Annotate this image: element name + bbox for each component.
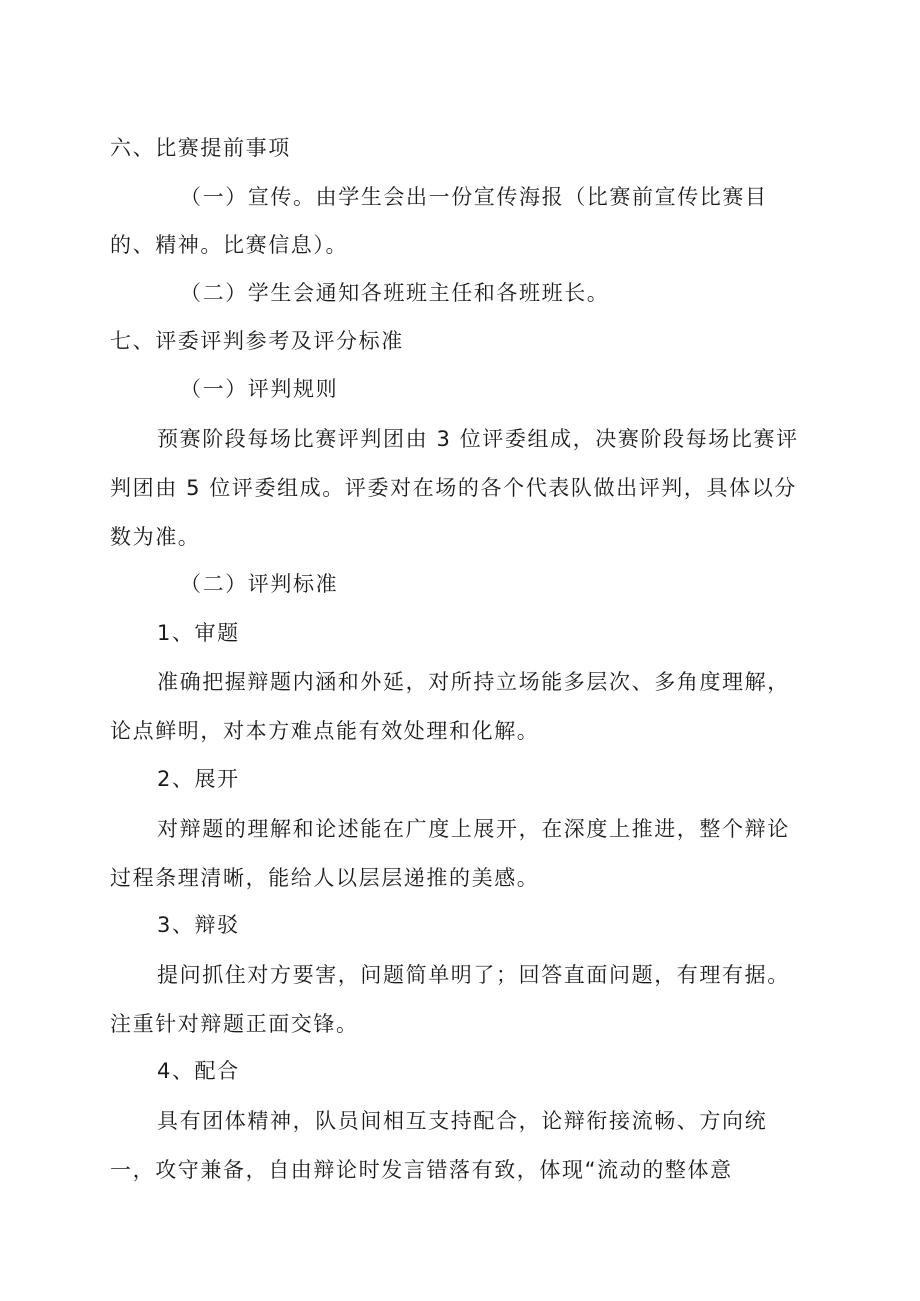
rules-line2: 判团由 5 位评委组成。评委对在场的各个代表队做出评判，具体以分 xyxy=(110,476,797,500)
rules-heading: （一）评判规则 xyxy=(180,377,339,401)
criterion2-line1: 对辩题的理解和论述能在广度上展开，在深度上推进，整个辩论 xyxy=(157,817,790,841)
criterion2-heading: 2、展开 xyxy=(157,767,240,791)
criteria-heading: （二）评判标准 xyxy=(180,572,339,596)
criterion3-line2: 注重针对辩题正面交锋。 xyxy=(110,1012,359,1036)
criterion3-line1: 提问抓住对方要害，问题简单明了；回答直面问题，有理有据。 xyxy=(157,963,790,987)
criterion1-line2: 论点鲜明，对本方难点能有效处理和化解。 xyxy=(110,719,540,743)
criterion3-heading: 3、辩驳 xyxy=(157,913,240,937)
section6-item2: （二）学生会通知各班班主任和各班班长。 xyxy=(180,281,610,305)
rules-line3: 数为准。 xyxy=(110,525,201,549)
section7-heading: 七、评委评判参考及评分标准 xyxy=(110,329,404,353)
rules-line1: 预赛阶段每场比赛评判团由 3 位评委组成，决赛阶段每场比赛评 xyxy=(157,427,799,451)
criterion1-heading: 1、审题 xyxy=(157,621,240,645)
section6-item1-line2: 的、精神。比赛信息）。 xyxy=(110,233,349,257)
criterion4-heading: 4、配合 xyxy=(157,1059,240,1083)
criterion4-line2: 一，攻守兼备，自由辩论时发言错落有致，体现“流动的整体意 xyxy=(110,1158,733,1182)
section6-item1-line1: （一）宣传。由学生会出一份宣传海报（比赛前宣传比赛目 xyxy=(180,185,768,209)
section6-heading: 六、比赛提前事项 xyxy=(110,136,291,160)
criterion4-line1: 具有团体精神，队员间相互支持配合，论辩衔接流畅、方向统 xyxy=(157,1109,768,1133)
criterion1-line1: 准确把握辩题内涵和外延，对所持立场能多层次、多角度理解， xyxy=(157,670,790,694)
criterion2-line2: 过程条理清晰，能给人以层层递推的美感。 xyxy=(110,866,540,890)
